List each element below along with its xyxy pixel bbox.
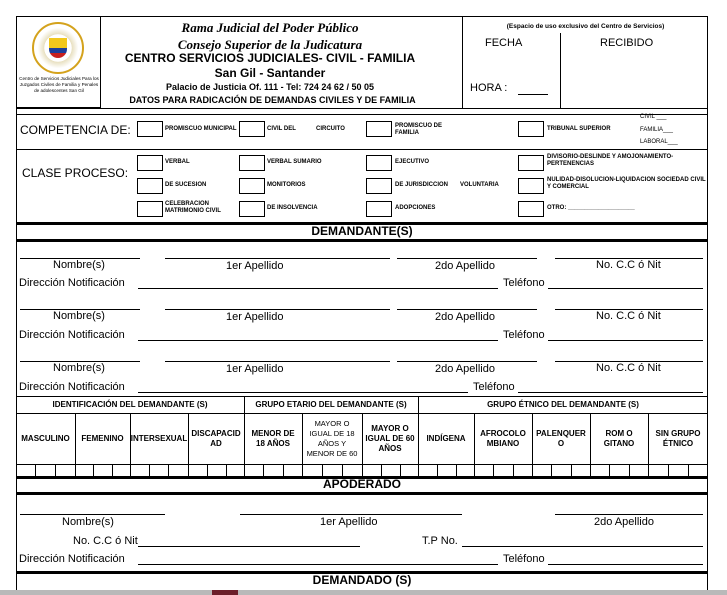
header-line2: Consejo Superior de la Judicatura: [177, 37, 363, 52]
telefono-line[interactable]: [518, 392, 703, 393]
grupo-etario-header: GRUPO ETARIO DEL DEMANDANTE (S): [255, 400, 407, 409]
checkbox-civil-del[interactable]: [239, 121, 265, 137]
apo-apellido2-label: 2do Apellido: [594, 516, 654, 528]
hora-label: HORA :: [470, 82, 508, 94]
apo-direccion-line[interactable]: [138, 564, 498, 565]
insolvencia-label: DE INSOLVENCIA: [267, 205, 318, 211]
col-discapacidad: DISCAPACIDAD: [191, 429, 241, 448]
apo-nombres-line[interactable]: [20, 514, 165, 515]
header-line4: San Gil - Santander: [214, 66, 326, 80]
vdiv-474: [474, 413, 475, 476]
checkbox-nulidad[interactable]: [518, 178, 544, 194]
vdiv-418: [418, 396, 419, 476]
apo-nombres-label: Nombre(s): [62, 516, 114, 528]
bottom-mark: [212, 590, 238, 595]
apellido2-label: 2do Apellido: [435, 311, 495, 323]
recibido-divider: [560, 33, 561, 108]
adopciones-label: ADOPCIONES: [395, 205, 436, 211]
vdiv-362: [362, 413, 363, 476]
checkbox-insolvencia[interactable]: [239, 201, 265, 217]
nombres-line[interactable]: [20, 361, 140, 362]
verbal-label: VERBAL: [165, 159, 190, 165]
cc-label: No. C.C ó Nit: [596, 259, 661, 271]
checkbox-otro[interactable]: [518, 201, 544, 217]
jurisdiccion-label: DE JURISDICCION: [395, 182, 449, 188]
sucesion-label: DE SUCESION: [165, 182, 207, 188]
check-cell[interactable]: [149, 464, 150, 476]
apo-apellido1-line[interactable]: [240, 514, 462, 515]
civil-option[interactable]: CIVIL ___: [640, 114, 667, 120]
apo-cc-line[interactable]: [138, 546, 360, 547]
telefono-line[interactable]: [548, 340, 703, 341]
identificacion-header: IDENTIFICACIÓN DEL DEMANDANTE (S): [52, 400, 208, 409]
checkbox-jurisdiccion[interactable]: [366, 178, 392, 194]
bottom-shadow: [0, 590, 727, 595]
apellido1-label: 1er Apellido: [226, 363, 284, 375]
apellido1-label: 1er Apellido: [226, 311, 284, 323]
telefono-line[interactable]: [548, 288, 703, 289]
header-line3: CENTRO SERVICIOS JUDICIALES- CIVIL - FAMILIA: [124, 51, 416, 65]
familia-option[interactable]: FAMILIA___: [640, 127, 674, 133]
form-title: DATOS PARA RADICACIÓN DE DEMANDAS CIVILES Y DE FAMILIA: [129, 95, 416, 105]
apellido1-line[interactable]: [165, 258, 390, 259]
checkbox-divisorio[interactable]: [518, 155, 544, 171]
clase-label: CLASE PROCESO:: [22, 166, 129, 180]
vdiv-590: [590, 413, 591, 476]
col-mayor18: MAYOR O IGUAL DE 18 AÑOS Y MENOR DE 60: [306, 419, 358, 458]
competencia-bottom: [16, 149, 708, 150]
competencia-label: COMPETENCIA DE:: [20, 123, 131, 137]
vdiv-244: [244, 396, 245, 476]
direccion-line[interactable]: [138, 392, 468, 393]
check-cell[interactable]: [688, 464, 689, 476]
check-cell[interactable]: [609, 464, 610, 476]
checkbox-verbal[interactable]: [137, 155, 163, 171]
promiscuo-municipal-label: PROMISCUO MUNICIPAL: [165, 126, 237, 132]
cc-line[interactable]: [555, 258, 703, 259]
apo-apellido2-line[interactable]: [555, 514, 703, 515]
apellido2-label: 2do Apellido: [435, 260, 495, 272]
vdiv-302: [302, 413, 303, 476]
apo-tp-label: T.P No.: [422, 535, 458, 547]
ejecutivo-label: EJECUTIVO: [395, 159, 430, 165]
demandado-title: DEMANDADO (S): [312, 573, 412, 587]
check-cell[interactable]: [513, 464, 514, 476]
cc-line[interactable]: [555, 309, 703, 310]
apo-tp-line[interactable]: [462, 546, 703, 547]
check-cell[interactable]: [571, 464, 572, 476]
hora-line[interactable]: [518, 94, 548, 95]
checkbox-monitorios[interactable]: [239, 178, 265, 194]
apo-direccion-label: Dirección Notificación: [19, 553, 125, 565]
nombres-label: Nombre(s): [53, 310, 105, 322]
check-cell[interactable]: [456, 464, 457, 476]
check-cell[interactable]: [381, 464, 382, 476]
competencia-top: [16, 114, 708, 115]
header-line1: Rama Judicial del Poder Público: [181, 20, 359, 35]
telefono-label: Teléfono: [473, 381, 515, 393]
col-sin-grupo: SIN GRUPO ÉTNICO: [655, 429, 701, 448]
header-address: Palacio de Justicia Of. 111 - Tel: 724 24 62 / 50 05: [166, 82, 374, 92]
monitorios-label: MONITORIOS: [267, 182, 306, 188]
checkbox-adopciones[interactable]: [366, 201, 392, 217]
apo-apellido1-label: 1er Apellido: [320, 516, 378, 528]
check-cell[interactable]: [668, 464, 669, 476]
apellido2-line[interactable]: [397, 258, 537, 259]
apoderado-title: APODERADO: [322, 477, 401, 491]
vdiv-130: [130, 413, 131, 476]
nombres-label: Nombre(s): [53, 362, 105, 374]
tribunal-label: TRIBUNAL SUPERIOR: [547, 126, 611, 132]
col-palenquero: PALENQUERO: [536, 429, 586, 448]
apellido1-line[interactable]: [165, 361, 390, 362]
nombres-line[interactable]: [20, 258, 140, 259]
check-cell[interactable]: [168, 464, 169, 476]
promiscuo-familia-label: PROMISCUO DE FAMILIA: [395, 123, 443, 136]
telefono-label: Teléfono: [503, 277, 545, 289]
direccion-label: Dirección Notificación: [19, 381, 125, 393]
check-cell[interactable]: [283, 464, 284, 476]
grupo-etnico-header: GRUPO ÉTNICO DEL DEMANDANTE (S): [487, 400, 639, 409]
check-cell[interactable]: [437, 464, 438, 476]
checkbox-tribunal[interactable]: [518, 121, 544, 137]
logo-seal: [32, 22, 84, 74]
apellido1-line[interactable]: [165, 309, 390, 310]
logo-caption: Centro de Servicios Judiciales Para los Juzgados Civiles de Familia y Penales de adolescentes San Gil: [19, 76, 99, 93]
apo-telefono-line[interactable]: [548, 564, 703, 565]
seal-flag-icon: [49, 38, 67, 58]
cc-label: No. C.C ó Nit: [596, 362, 661, 374]
check-cell[interactable]: [93, 464, 94, 476]
circuito-label: CIRCUITO: [316, 126, 345, 132]
apellido2-line[interactable]: [397, 361, 537, 362]
bar-apoderado-bottom: [16, 492, 708, 495]
col-menor18: MENOR DE 18 AÑOS: [251, 429, 295, 448]
direccion-line[interactable]: [138, 288, 498, 289]
direccion-label: Dirección Notificación: [19, 329, 125, 341]
voluntaria-label: VOLUNTARIA: [460, 182, 499, 188]
col-rom: ROM O GITANO: [603, 429, 635, 448]
cc-label: No. C.C ó Nit: [596, 310, 661, 322]
check-cell[interactable]: [112, 464, 113, 476]
check-cell[interactable]: [551, 464, 552, 476]
direccion-label: Dirección Notificación: [19, 277, 125, 289]
checkbox-verbal-sumario[interactable]: [239, 155, 265, 171]
apellido1-label: 1er Apellido: [226, 260, 284, 272]
nombres-line[interactable]: [20, 309, 140, 310]
nulidad-label: NULIDAD-DISOLUCION-LIQUIDACION SOCIEDAD CIVIL Y COMERCIAL: [547, 177, 706, 190]
col-intersexual: INTERSEXUAL: [130, 434, 188, 443]
civil-del-label: CIVIL DEL: [267, 126, 296, 132]
apo-telefono-label: Teléfono: [503, 553, 545, 565]
check-cell[interactable]: [342, 464, 343, 476]
col-mayor60: MAYOR O IGUAL DE 60 AÑOS: [365, 424, 415, 453]
bar-demandante-bottom: [16, 239, 708, 242]
checkbox-promiscuo-municipal[interactable]: [137, 121, 163, 137]
vdiv-532: [532, 413, 533, 476]
check-cell[interactable]: [263, 464, 264, 476]
header-bottom: [16, 108, 708, 109]
demandante-title: DEMANDANTE(S): [311, 224, 413, 238]
recibido-label: RECIBIDO: [600, 37, 654, 49]
checkbox-celebracion[interactable]: [137, 201, 163, 217]
check-cell[interactable]: [629, 464, 630, 476]
check-cell[interactable]: [55, 464, 56, 476]
apo-cc-label: No. C.C ó Nit: [73, 535, 138, 547]
check-cell[interactable]: [322, 464, 323, 476]
apellido2-line[interactable]: [397, 309, 537, 310]
col-femenino: FEMENINO: [81, 434, 124, 443]
divisorio-label: DIVISORIO-DESLINDE Y AMOJONAMIENTO-PERTENENCIAS: [547, 154, 674, 167]
col-afro: AFROCOLOMBIANO: [480, 429, 526, 448]
check-cell[interactable]: [493, 464, 494, 476]
apellido2-label: 2do Apellido: [435, 363, 495, 375]
check-cell[interactable]: [400, 464, 401, 476]
check-cell[interactable]: [35, 464, 36, 476]
checkbox-ejecutivo[interactable]: [366, 155, 392, 171]
cc-line[interactable]: [555, 361, 703, 362]
nombres-label: Nombre(s): [53, 259, 105, 271]
direccion-line[interactable]: [138, 340, 498, 341]
vdiv-648: [648, 413, 649, 476]
telefono-label: Teléfono: [503, 329, 545, 341]
laboral-option[interactable]: LABORAL___: [640, 139, 678, 145]
col-indigena: INDÍGENA: [426, 434, 466, 443]
col-masculino: MASCULINO: [21, 434, 70, 443]
fecha-label: FECHA: [485, 37, 523, 49]
checkbox-promiscuo-familia[interactable]: [366, 121, 392, 137]
check-cell[interactable]: [207, 464, 208, 476]
checkbox-sucesion[interactable]: [137, 178, 163, 194]
vdiv-75: [75, 413, 76, 476]
vdiv-188: [188, 413, 189, 476]
celebracion-label: CELEBRACION MATRIMONIO CIVIL: [165, 201, 221, 214]
exclusive-note: (Espacio de uso exclusivo del Centro de Servicios): [506, 23, 665, 30]
check-cell[interactable]: [226, 464, 227, 476]
verbal-sumario-label: VERBAL SUMARIO: [267, 159, 322, 165]
otro-label[interactable]: OTRO: ____________________: [547, 205, 635, 211]
